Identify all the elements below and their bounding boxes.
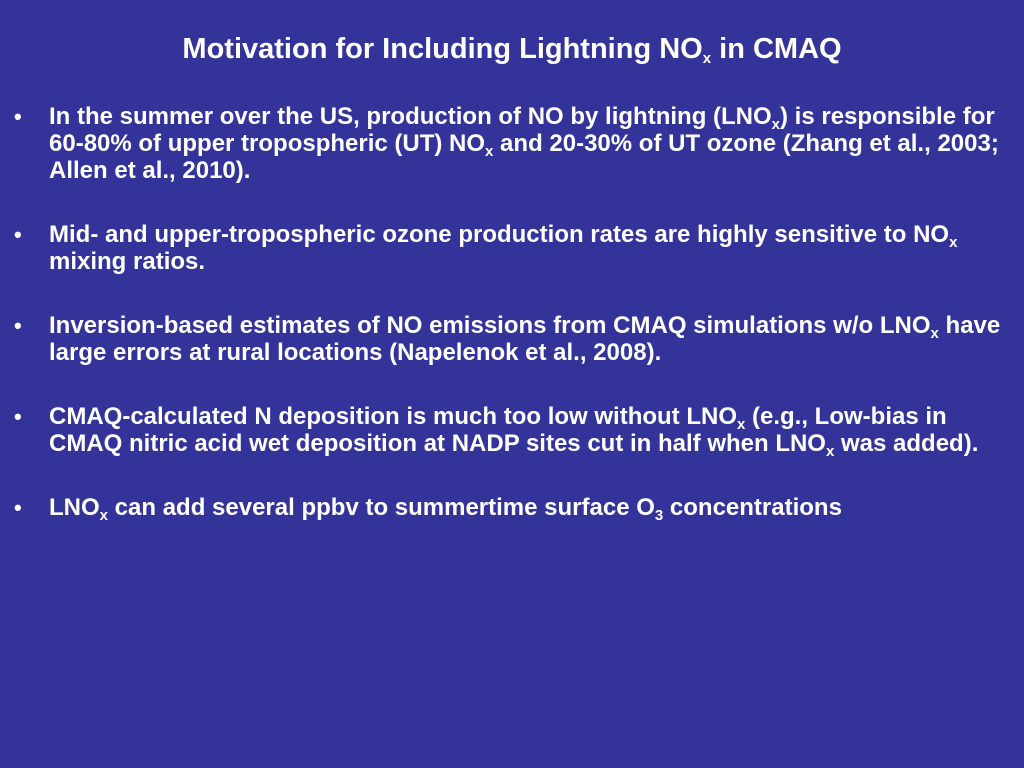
text-run: can add several ppbv to summertime surface O [108, 494, 655, 521]
subscript: x [485, 143, 494, 160]
text-run: (e.g., Low-bias in CMAQ nitric acid wet deposition at NADP sites cut in half when LNO [49, 403, 947, 457]
bullet-text [49, 103, 999, 184]
bullet-dot-icon: • [14, 313, 22, 338]
bullet-list [14, 103, 1004, 558]
subscript: x [825, 443, 835, 460]
text-run: Mid- and upper-tropospheric ozone production rates are highly sensitive to NO [49, 221, 950, 248]
bullet-item [14, 403, 1004, 460]
slide-title [0, 31, 1024, 67]
bullet-dot-icon: • [14, 404, 22, 429]
bullet-item [14, 103, 1004, 184]
text-run: LNO [49, 494, 100, 521]
bullet-dot-icon: • [14, 104, 22, 129]
subscript: x [930, 325, 939, 342]
text-run: ) is responsible for 60-80% of upper tropospheric (UT) NO [49, 103, 995, 157]
bullet-text [49, 221, 957, 275]
subscript: x [771, 116, 781, 133]
text-run: concentrations [663, 494, 842, 521]
subscript: x [737, 416, 746, 433]
bullet-item [14, 221, 1004, 275]
text-run: was added). [834, 430, 979, 457]
title-text-end: in CMAQ [711, 33, 842, 65]
text-run: mixing ratios. [49, 248, 206, 275]
text-run: have large errors at rural locations (Napelenok et al., 2008). [49, 312, 1001, 366]
bullet-dot-icon: • [14, 495, 22, 520]
title-text: Motivation for Including Lightning NO [182, 33, 703, 65]
bullet-text [49, 312, 1000, 366]
bullet-text [49, 403, 979, 460]
bullet-item [14, 494, 1004, 524]
subscript: 3 [654, 507, 664, 524]
title-subscript: x [702, 50, 712, 67]
text-run: CMAQ-calculated N deposition is much too low without LNO [49, 403, 737, 430]
bullet-text [49, 494, 842, 524]
subscript: x [99, 507, 109, 524]
text-run: In the summer over the US, production of NO by lightning (LNO [49, 103, 772, 130]
text-run: and 20-30% of UT ozone (Zhang et al., 2003; Allen et al., 2010). [49, 130, 999, 184]
bullet-dot-icon: • [14, 222, 22, 247]
bullet-item [14, 312, 1004, 366]
text-run: Inversion-based estimates of NO emissions from CMAQ simulations w/o LNO [49, 312, 931, 339]
subscript: x [949, 234, 958, 251]
